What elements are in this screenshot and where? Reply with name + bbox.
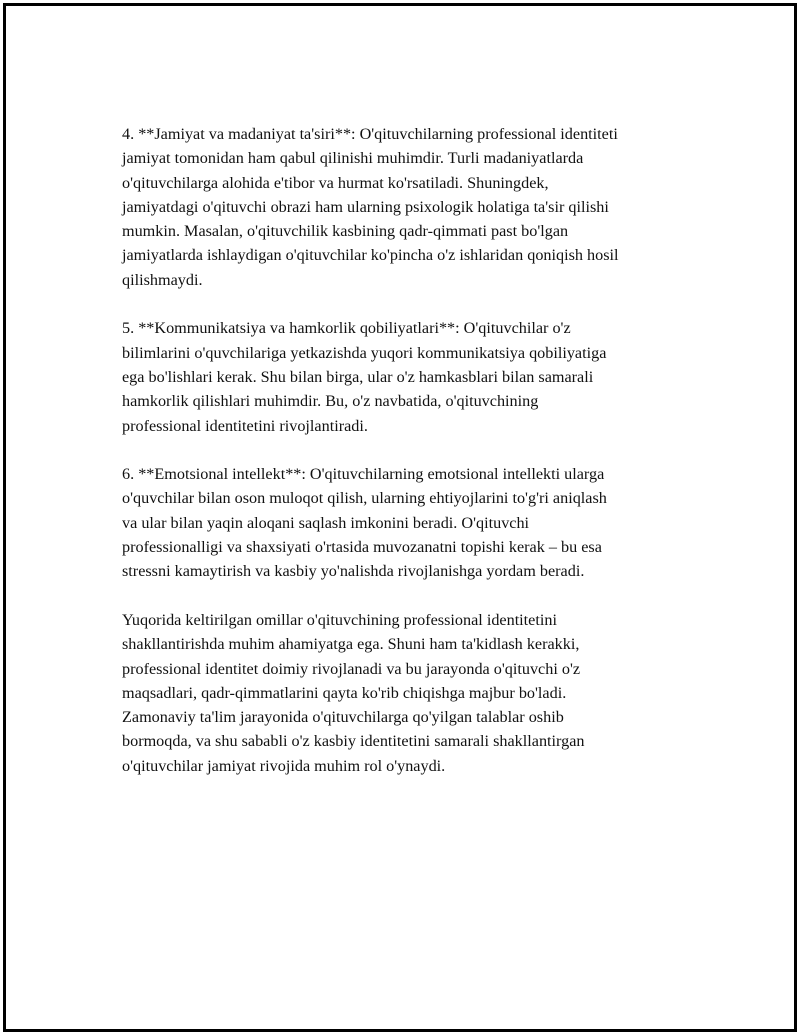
paragraph-conclusion: Yuqorida keltirilgan omillar o'qituvchining professional identitetini shakllantirishda muhim ahamiyatga ega. Shuni ham ta'kidlash kerakki, professional identitet doimiy rivojlanadi va bu jarayonda o'qituvchi o'z maqsadlari, qadr-qimmatlarini qayta ko'rib chiqishga majbur bo'ladi. Zamonaviy ta'lim jarayonida o'qituvchilarga qo'yilgan talablar oshib bormoqda, va shu sababli o'z kasbiy identitetini samarali shakllantirgan o'qituvchilar jamiyat rivojida muhim rol o'ynaydi.: [122, 610, 585, 775]
paragraph-emotional-intelligence: 6. **Emotsional intellekt**: O'qituvchilarning emotsional intellekti ularga o'quvchilar bilan oson muloqot qilish, ularning ehtiyojlarini to'g'ri aniqlash va ular bilan yaqin aloqani saqlash imkonini beradi. O'qituvchi professionalligi va shaxsiyati o'rtasida muvozanatni topishi kerak – bu esa stressni kamaytirish va kasbiy yo'nalishda rivojlanishga yordam beradi.: [122, 465, 607, 581]
paragraph-communication: 5. **Kommunikatsiya va hamkorlik qobiliyatlari**: O'qituvchilar o'z bilimlarini o'quvchilariga yetkazishda yuqori kommunikatsiya qobiliyatiga ega bo'lishlari kerak. Shu bilan birga, ular o'z hamkasblari bilan samarali hamkorlik qilishlari muhimdir. Bu, o'z navbatida, o'qituvchining professional identitetini rivojlantiradi.: [122, 319, 607, 435]
paragraph-society-culture: 4. **Jamiyat va madaniyat ta'siri**: O'qituvchilarning professional identiteti jamiyat tomonidan ham qabul qilinishi muhimdir. Turli madaniyatlarda o'qituvchilarga alohida e'tibor va hurmat ko'rsatiladi. Shuningdek, jamiyatdagi o'qituvchi obrazi ham ularning psixologik holatiga ta'sir qilishi mumkin. Masalan, o'qituvchilik kasbining qadr-qimmati past bo'lgan jamiyatlarda ishlaydigan o'qituvchilar ko'pincha o'z ishlaridan qoniqish hosil qilishmaydi.: [122, 125, 619, 289]
document-body: [122, 122, 682, 802]
page-border: [3, 3, 797, 1032]
